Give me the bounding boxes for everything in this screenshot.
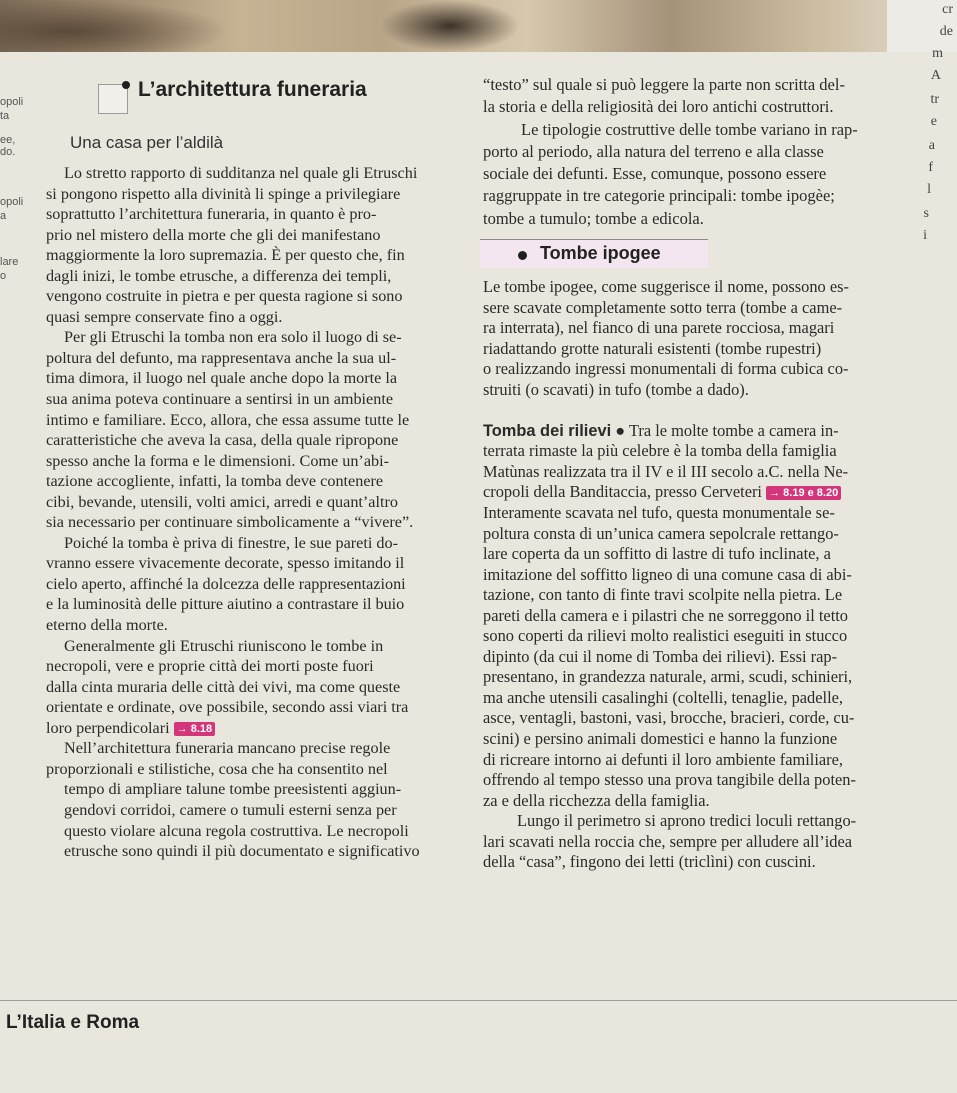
section-bullet xyxy=(518,251,527,260)
page-title: L’architettura funeraria xyxy=(138,78,367,101)
text-line: cibi, bevande, utensili, volti amici, arredi e quant’altro xyxy=(46,492,398,511)
right-column xyxy=(483,277,943,873)
text-line: za e della ricchezza della famiglia. xyxy=(483,790,710,810)
footer-section-title: L’Italia e Roma xyxy=(6,1012,140,1033)
text-line: Le tombe ipogee, come suggerisce il nome, possono es- xyxy=(483,277,849,296)
text-line: cielo aperto, affinché la dolcezza delle rappresentazioni xyxy=(46,574,406,593)
text-line: soprattutto l’architettura funeraria, in quanto è pro- xyxy=(46,205,377,224)
margin-fragment: A xyxy=(930,68,941,83)
header-photo xyxy=(0,0,957,52)
text-line: sia necessario per continuare simbolicamente a “vivere”. xyxy=(46,513,414,532)
margin-fragment: do. xyxy=(0,146,16,158)
text-line: gendovi corridoi, camere o tumuli esterni senza per xyxy=(64,800,397,819)
text-line: raggruppate in tre categorie principali: tombe ipogèe; xyxy=(483,186,835,206)
text-line: sua anima poteva continuare a sentirsi in un ambiente xyxy=(46,390,394,409)
text-line: loro perpendicolari xyxy=(46,718,170,737)
text-line: pareti della camera e i pilastri che ne sorreggono il tetto xyxy=(483,605,848,625)
text-line: necropoli, vere e proprie città dei morti poste fuori xyxy=(46,657,374,676)
margin-fragment: de xyxy=(939,24,953,39)
text-line: vranno essere vivacemente decorate, spesso imitando il xyxy=(46,554,405,573)
text-line: quasi sempre conservate fino a oggi. xyxy=(46,307,283,326)
heading-bullet xyxy=(122,81,130,89)
text-line-with-label: Tomba dei rilievi ● Tra le molte tombe a camera in- xyxy=(483,420,839,440)
text-line: “testo” sul quale si può leggere la parte non scritta del- xyxy=(483,75,845,94)
text-line: e la luminosità delle pitture aiutino a contrastare il buio xyxy=(46,595,405,614)
text-line: ra interrata), nel fianco di una parete rocciosa, magari xyxy=(483,318,835,338)
text-line: sociale dei defunti. Esse, comunque, possono essere xyxy=(483,164,827,184)
text-line: tazione accogliente, infatti, la tomba deve contenere xyxy=(46,472,384,491)
text-line: prio nel mistero della morte che gli dei manifestano xyxy=(46,225,381,244)
margin-fragment: e xyxy=(930,114,937,129)
margin-fragment: opoli xyxy=(0,96,24,108)
text-line: Generalmente gli Etruschi riuniscono le tombe in xyxy=(64,636,384,655)
footer-divider xyxy=(0,1000,957,1001)
text-line: o realizzando ingressi monumentali di forma cubica co- xyxy=(483,359,849,379)
right-column-top xyxy=(483,74,943,230)
section-title: Tombe ipogee xyxy=(540,243,661,263)
margin-fragment: m xyxy=(932,46,943,61)
margin-fragment: ta xyxy=(0,110,10,122)
margin-fragment: a xyxy=(0,210,7,222)
text-line: eterno della morte. xyxy=(46,616,168,635)
text-line: scini) e persino animali domestici e hanno la funzione xyxy=(483,729,838,749)
text-line: Poiché la tomba è priva di finestre, le sue pareti do- xyxy=(64,533,398,552)
text-line-with-ref xyxy=(483,482,943,503)
text-line: Per gli Etruschi la tomba non era solo il luogo di se- xyxy=(64,328,402,347)
text-line: tempo di ampliare talune tombe preesistenti aggiun- xyxy=(64,780,402,799)
text-line: questo violare alcuna regola costruttiva. Le necropoli xyxy=(64,821,409,840)
text-line: Lungo il perimetro si aprono tredici loculi rettango- xyxy=(517,811,857,831)
rilievi-label: Tomba dei rilievi xyxy=(483,421,612,440)
text-line: lari scavati nella roccia che, sempre per alludere all’idea xyxy=(483,831,853,851)
text-line: sere scavate completamente sotto terra (tombe a came- xyxy=(483,297,843,317)
text-line-with-ref xyxy=(46,718,476,739)
cross-reference-badge[interactable]: → 8.18 xyxy=(174,722,215,736)
text-line: poltura del defunto, ma rappresentava anche la sua ul- xyxy=(46,348,397,367)
text-line: maggiormente la loro supremazia. È per questo che, fin xyxy=(46,246,405,265)
margin-fragment: cr xyxy=(942,2,953,17)
left-column xyxy=(46,163,476,862)
text-line: tima dimora, il luogo nel quale anche dopo la morte la xyxy=(46,369,398,388)
text-line: spesso anche la forma e le dimensioni. Come un’abi- xyxy=(46,451,389,470)
text-line: di ricreare intorno ai defunti il loro ambiente familiare, xyxy=(483,749,843,769)
margin-fragment: i xyxy=(923,228,927,243)
margin-fragment: o xyxy=(0,270,7,282)
text-line: presentano, in grandezza naturale, armi, scudi, schinieri, xyxy=(483,667,853,687)
text-line: sono coperti da rilievi molto realistici eseguiti in stucco xyxy=(483,626,848,646)
margin-fragment: opoli xyxy=(0,196,24,208)
margin-fragment: ee, xyxy=(0,134,16,146)
text-line: dalla cinta muraria delle città dei vivi, ma come queste xyxy=(46,677,401,696)
margin-fragment: f xyxy=(928,160,933,175)
text-line: dagli inizi, le tombe etrusche, a differenza dei templi, xyxy=(46,266,392,285)
text-line: orientate e ordinate, ove possibile, secondo assi viari tra xyxy=(46,698,409,717)
text-line: lare coperta da un soffitto di lastre di tufo inclinate, a xyxy=(483,544,831,564)
text-line: terrata rimaste la più celebre è la tomba della famiglia xyxy=(483,441,837,461)
text-line: Interamente scavata nel tufo, questa monumentale se- xyxy=(483,503,835,523)
text-line: intimo e familiare. Ecco, allora, che essa assume tutte le xyxy=(46,410,410,429)
margin-fragment: lare xyxy=(0,256,19,268)
margin-fragment: s xyxy=(923,206,929,221)
text-line: offrendo al tempo stesso una prova tangibile della poten- xyxy=(483,770,856,790)
margin-fragment: tr xyxy=(930,92,939,107)
text-line: asce, ventagli, bastoni, vasi, brocche, bracieri, corde, cu- xyxy=(483,708,855,728)
text-line: cropoli della Banditaccia, presso Cerveteri xyxy=(483,482,762,502)
text-line: dipinto (da cui il nome di Tomba dei rilievi). Essi rap- xyxy=(483,646,838,666)
text-line: riadattando grotte naturali esistenti (tombe rupestri) xyxy=(483,338,822,358)
text-line xyxy=(483,400,943,421)
text-line: struiti (o scavati) in tufo (tombe a dado). xyxy=(483,379,749,399)
photo-shadow-left xyxy=(0,0,230,52)
text-line: Tra le molte tombe a camera in- xyxy=(628,420,839,440)
text-line: ma anche utensili casalinghi (coltelli, tenaglie, padelle, xyxy=(483,687,844,707)
text-line: caratteristiche che aveva la casa, della quale ripropone xyxy=(46,431,399,450)
text-line: si pongono rispetto alla divinità li spinge a privilegiare xyxy=(46,184,401,203)
text-line: Nell’architettura funeraria mancano precise regole xyxy=(64,739,391,758)
text-line: etrusche sono quindi il più documentato e significativo xyxy=(64,842,420,861)
photo-shadow-center xyxy=(380,0,520,52)
cross-reference-badge[interactable]: → 8.19 e 8.20 xyxy=(766,486,841,500)
text-line: porto al periodo, alla natura del terreno e alla classe xyxy=(483,141,824,161)
page-subtitle: Una casa per l’aldilà xyxy=(70,133,224,152)
text-line: poltura consta di un’unica camera sepolcrale rettango- xyxy=(483,523,839,543)
text-line: tazione, con tanto di finte travi scolpite nella pietra. Le xyxy=(483,585,843,605)
margin-fragment: a xyxy=(928,138,935,153)
text-line: Matùnas realizzata tra il IV e il III secolo a.C. nella Ne- xyxy=(483,461,849,481)
text-line: della “casa”, fingono dei letti (triclìni) con cuscini. xyxy=(483,852,816,872)
text-line: imitazione del soffitto ligneo di una comune casa di abi- xyxy=(483,564,852,584)
text-line: vengono costruite in pietra e per questa ragione si sono xyxy=(46,287,403,306)
text-line: proporzionali e stilistiche, cosa che ha consentito nel xyxy=(46,759,388,778)
text-line: Lo stretto rapporto di sudditanza nel quale gli Etruschi xyxy=(64,164,418,182)
text-line: la storia e della religiosità dei loro antichi costruttori. xyxy=(483,97,834,117)
text-line: Le tipologie costruttive delle tombe variano in rap- xyxy=(521,119,858,139)
text-line: tombe a tumulo; tombe a edicola. xyxy=(483,208,704,228)
margin-fragment: l xyxy=(927,182,931,197)
